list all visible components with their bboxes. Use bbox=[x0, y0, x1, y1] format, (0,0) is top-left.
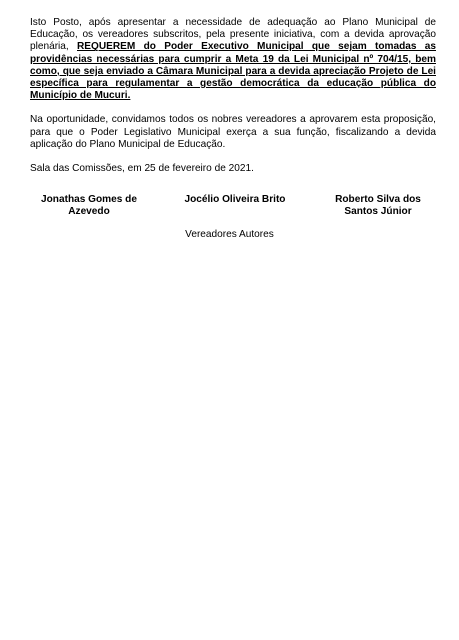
document-body bbox=[30, 17, 436, 175]
paragraph-invitation: Na oportunidade, convidamos todos os nobres vereadores a aprovarem esta proposição, para que o Poder Legislativo Municipal exerça a sua função, fiscalizando a devida aplicação do Plano Municipal de Educação. bbox=[30, 114, 436, 150]
signature-roberto: Roberto Silva dos Santos Júnior bbox=[335, 194, 421, 218]
paragraph-intro: Isto Posto, após apresentar a necessidade de adequação ao Plano Municipal de Educação, os vereadores subscritos, pela presente iniciativa, com a devida aprovação plenária, bbox=[30, 17, 436, 53]
paragraph-request bbox=[30, 17, 436, 102]
signature-block bbox=[30, 194, 436, 224]
date-line: Sala das Comissões, em 25 de fevereiro de 2021. bbox=[30, 163, 254, 175]
signature-jonathas: Jonathas Gomes de Azevedo bbox=[41, 194, 137, 218]
request-text: REQUEREM do Poder Executivo Municipal que sejam tomadas as providências necessárias para cumprir a Meta 19 da Lei Municipal nº 704/15, bem como, que seja enviado a Câmara Municipal para a devida apreciação Projeto de Lei específica para regulamentar a gestão democrática da educação pública do Município de Mucuri. bbox=[30, 41, 436, 102]
signature-jocelio: Jocélio Oliveira Brito bbox=[184, 194, 286, 205]
authors-label: Vereadores Autores bbox=[185, 229, 274, 240]
